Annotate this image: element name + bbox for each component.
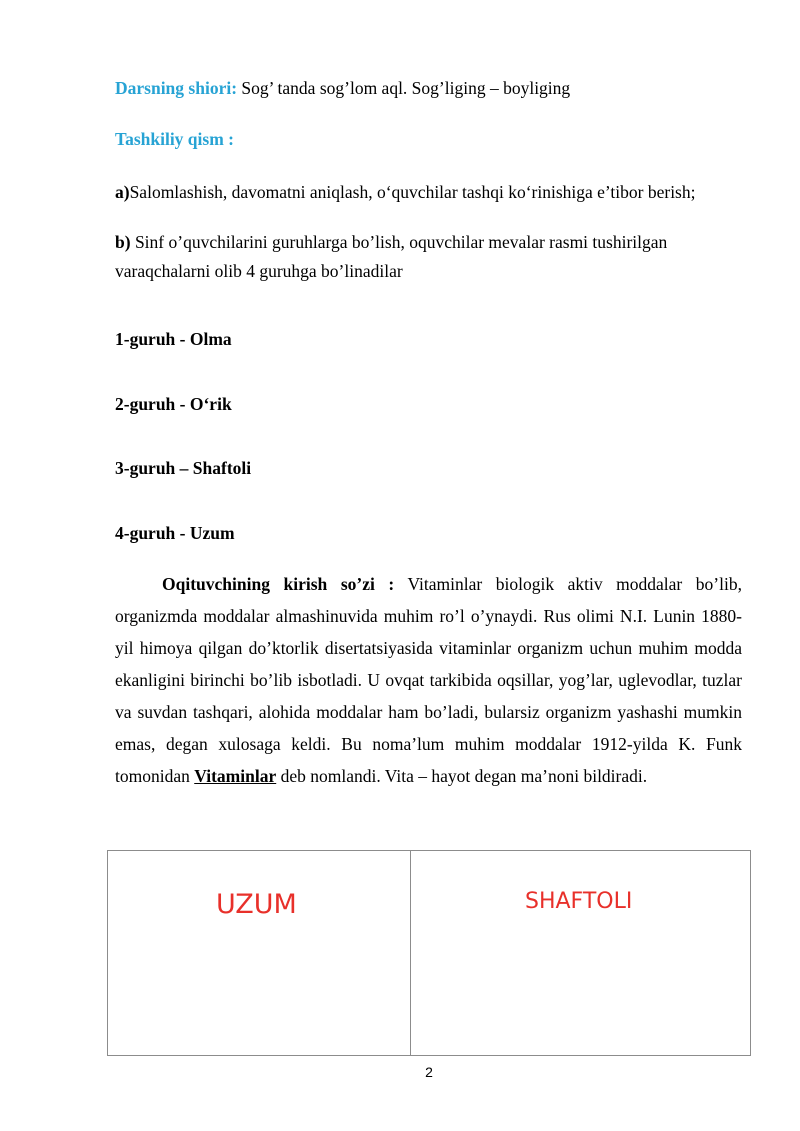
item-b-line-2: varaqchalarni olib 4 guruhga bo’linadilar — [115, 261, 403, 281]
item-b-marker: b) — [115, 232, 131, 252]
card-shaftoli — [411, 851, 751, 1056]
card-uzum-label: UZUM — [216, 889, 297, 920]
motto-text: Sog’ tanda sog’lom aql. Sog’liging – boyliging — [237, 78, 571, 98]
intro-label: Oqituvchining kirish so’zi : — [162, 574, 395, 594]
intro-text-before: Vitaminlar biologik aktiv moddalar bo’lib, organizmda moddalar almashinuvida muhim ro’l o’ynaydi. Rus olimi N.I. Lunin 1880-yil himoya qilgan do’ktorlik disertatsiyasida vitaminlar organizm uchun muhim modda ekanligini birinchi bo’lib isbotladi. U ovqat tarkibida oqsillar, yog’lar, uglevodlar, tuzlar va suvdan tashqari, alohida moddalar ham bo’ladi, bularsiz organizm yashashi mumkin emas, degan xulosaga keldi. Bu noma’lum muhim moddalar 1912-yilda K. Funk tomonidan — [115, 574, 742, 786]
vitaminlar-term: Vitaminlar — [194, 766, 277, 786]
card-shaftoli-label: SHAFTOLI — [525, 889, 633, 914]
organizational-heading: Tashkiliy qism : — [115, 129, 234, 149]
fruit-cards-table — [107, 850, 751, 1056]
teacher-intro-paragraph — [115, 568, 742, 792]
group-3: 3-guruh – Shaftoli — [115, 458, 252, 478]
group-2: 2-guruh - O‘rik — [115, 394, 232, 414]
group-4: 4-guruh - Uzum — [115, 523, 235, 543]
card-uzum — [108, 851, 411, 1056]
page-number: 2 — [425, 1064, 433, 1080]
lesson-motto — [115, 77, 570, 99]
group-1: 1-guruh - Olma — [115, 329, 232, 349]
item-a-text: Salomlashish, davomatni aniqlash, o‘quvchilar tashqi ko‘rinishiga e’tibor berish; — [129, 182, 696, 202]
intro-text-after: deb nomlandi. Vita – hayot degan ma’noni bildiradi. — [276, 766, 648, 786]
item-b-text-1: Sinf o’quvchilarini guruhlarga bo’lish, oquvchilar mevalar rasmi tushirilgan — [130, 232, 668, 252]
item-b-line-1 — [115, 231, 667, 253]
motto-label: Darsning shiori: — [115, 78, 238, 98]
item-a — [115, 181, 695, 203]
item-a-marker: a) — [115, 182, 130, 202]
